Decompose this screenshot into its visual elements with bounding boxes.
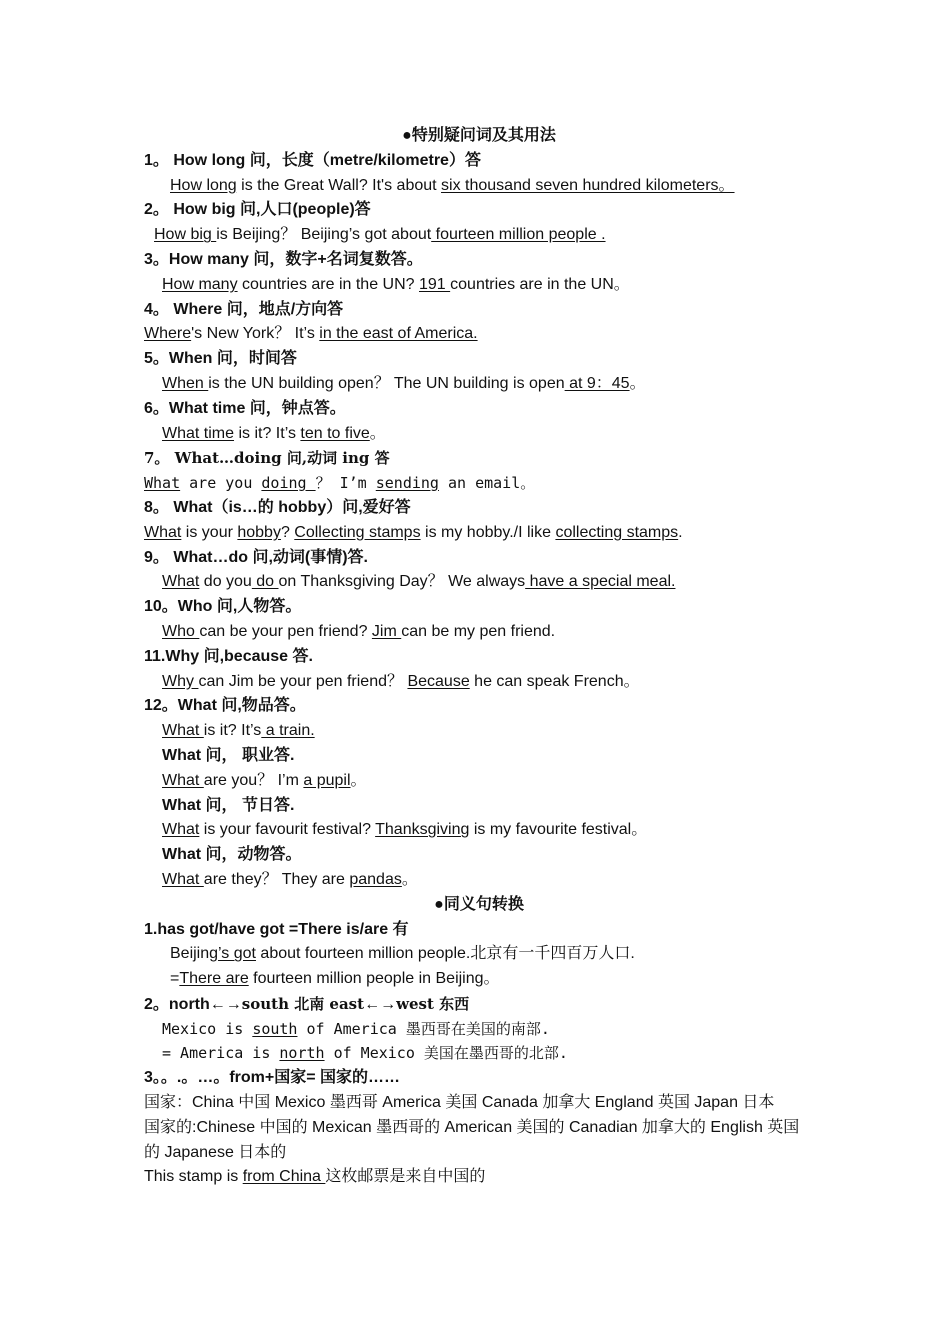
section-title-synonym: ●同义句转换: [434, 895, 524, 913]
section-title-wh-words: ●特别疑问词及其用法: [402, 127, 556, 144]
example-what-festival: What is your favourit festival? Thanksgiving is my favourite festival。: [162, 821, 648, 839]
example-south: Mexico is south of America 墨西哥在美国的南部.: [162, 1019, 550, 1038]
paragraph-countries: 国家：China 中国 Mexico 墨西哥 America 美国 Canada 加拿大 England 英国 Japan 日本: [144, 1094, 775, 1112]
example-what-doing: What are you doing ？ I’m sending an email。: [144, 474, 536, 493]
example-there-are: =There are fourteen million people in Beijing。: [170, 970, 500, 988]
heading-from-country: 3。。.。…。from+国家= 国家的……: [144, 1069, 401, 1087]
example-how-big: How big is Beijing？ Beijing’s got about fourteen million people .: [154, 226, 606, 244]
heading-how-big: 2。 How big 问,人口(people)答: [144, 201, 371, 219]
example-where: Where's New York？ It’s in the east of America.: [144, 325, 478, 343]
heading-what-time: 6。What time 问，钟点答。: [144, 399, 346, 417]
example-has-got: Beijing’s got about fourteen million people.北京有一千四百万人口.: [170, 945, 635, 963]
example-what-time: What time is it? It’s ten to five。: [162, 424, 386, 442]
heading-what-doing: 7。 What…doing 问,动词 ing 答: [144, 449, 390, 468]
example-why: Why can Jim be your pen friend？ Because he can speak French。: [162, 672, 640, 690]
heading-when: 5。When 问，时间答: [144, 350, 297, 368]
heading-what-do: 9。 What…do 问,动词(事情)答.: [144, 548, 368, 566]
double-arrow-icon: ←→: [364, 995, 397, 1013]
example-what-object: What is it? It’s a train.: [162, 722, 315, 740]
example-what-animal: What are they？ They are pandas。: [162, 870, 418, 888]
heading-why: 11.Why 问,because 答.: [144, 647, 313, 665]
double-arrow-icon: ←→: [209, 995, 242, 1013]
heading-directions: 2。north←→south 北南 east←→west 东西: [144, 994, 470, 1013]
paragraph-nationalities: 国家的:Chinese 中国的 Mexican 墨西哥的 American 美国的 Canadian 加拿大的 English 英国的 Japanese 日本的: [144, 1118, 800, 1161]
example-how-many: How many countries are in the UN? 191 countries are in the UN。: [162, 275, 630, 293]
example-what-do: What do you do on Thanksgiving Day？ We always have a special meal.: [162, 573, 676, 591]
heading-how-many: 3。How many 问，数字+名词复数答。: [144, 250, 423, 268]
example-from-china: This stamp is from China 这枚邮票是来自中国的: [144, 1168, 486, 1186]
example-north: = America is north of Mexico 美国在墨西哥的北部.: [162, 1044, 568, 1063]
heading-what-job: What 问， 职业答.: [162, 746, 295, 764]
example-what-job: What are you？ I’m a pupil。: [162, 771, 367, 789]
example-who: Who can be your pen friend? Jim can be my pen friend.: [162, 622, 556, 640]
example-when: When is the UN building open？ The UN building is open at 9：45。: [162, 374, 646, 392]
heading-what-hobby: 8。 What（is…的 hobby）问,爱好答: [144, 498, 411, 516]
document-page: [144, 124, 814, 1190]
heading-who: 10。Who 问,人物答。: [144, 598, 302, 616]
example-how-long: How long is the Great Wall? It's about six thousand seven hundred kilometers。: [170, 176, 735, 194]
example-what-hobby: What is your hobby? Collecting stamps is my hobby./I like collecting stamps.: [144, 523, 683, 541]
heading-how-long: 1。 How long 问，长度（metre/kilometre）答: [144, 151, 481, 169]
heading-what-object: 12。What 问,物品答。: [144, 697, 306, 715]
heading-what-festival: What 问， 节日答.: [162, 796, 295, 814]
heading-has-got: 1.has got/have got =There is/are 有: [144, 920, 409, 938]
heading-where: 4。 Where 问，地点/方向答: [144, 300, 344, 318]
heading-what-animal: What 问，动物答。: [162, 846, 302, 864]
